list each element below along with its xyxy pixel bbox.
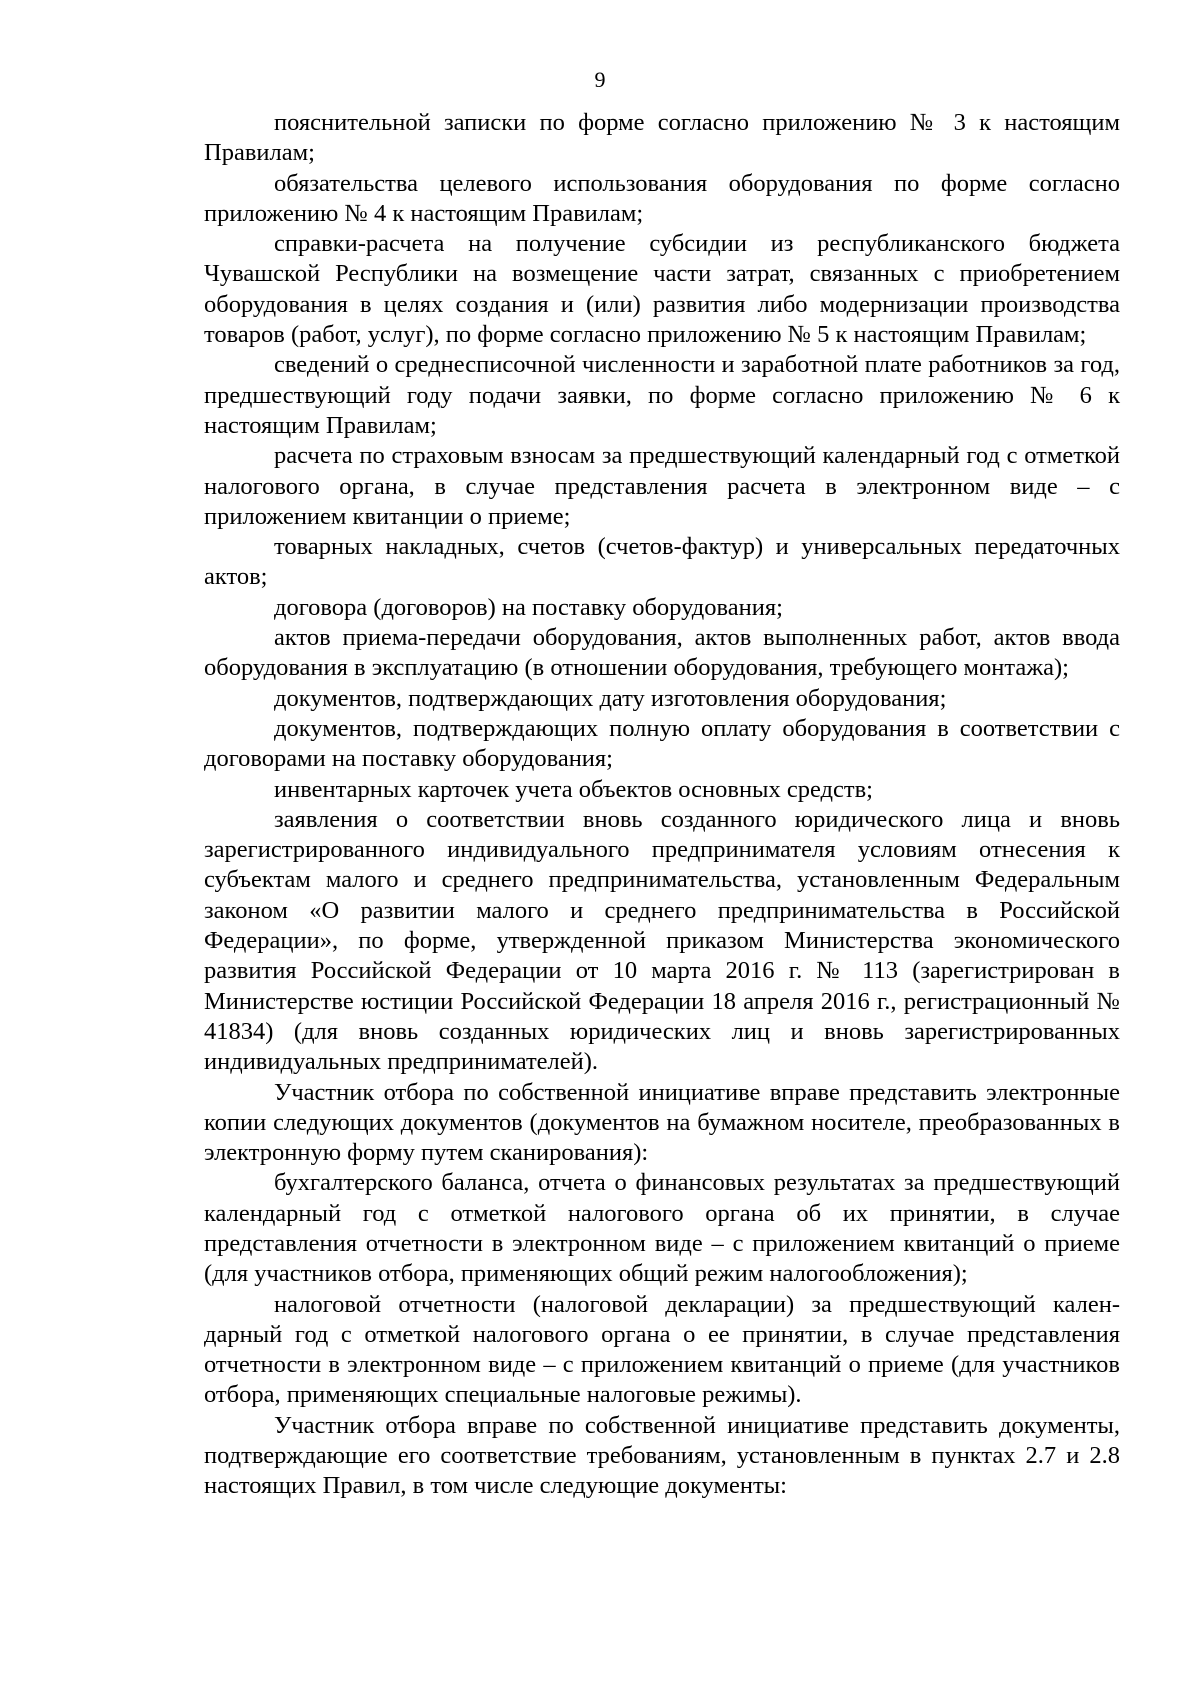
paragraph: справки-расчета на получение субсидии из республиканского бюджета Чувашской Республики на возмещение части затрат, связанных с приобретением оборудования в целях создания и (или) развития либо модернизации производства товаров (работ, услуг), по форме согласно приложению № 5 к настоящим Правилам; [204, 230, 1120, 349]
paragraph: расчета по страховым взносам за предшествующий календарный год с отметкой налогового органа, в случае представления расчета в электронном виде – с приложением квитанции о приеме; [204, 442, 1120, 530]
paragraph: актов приема-передачи оборудования, актов выполненных работ, актов ввода оборудования в эксплуатацию (в отношении оборудования, требующего монтажа); [204, 624, 1120, 682]
paragraph: инвентарных карточек учета объектов основных средств; [274, 775, 873, 803]
paragraph: товарных накладных, счетов (счетов-фактур) и универсальных передаточных актов; [204, 533, 1120, 591]
paragraph: заявления о соответствии вновь созданного юридического лица и вновь зарегистрированного индивидуального предпринимателя условиям отнесения к субъектам малого и среднего предпринимательства, установленным Федеральным законом «О развитии малого и среднего предпринимательства в Российской Федерации», по форме, утвержденной приказом Министерства экономического развития Российской Федерации от 10 марта 2016 г. № 113 (зарегистрирован в Министерстве юстиции Российской Федерации 18 апреля 2016 г., регистрационный № 41834) (для вновь созданных юридических лиц и вновь зарегистрированных индивидуальных предпринимателей). [204, 805, 1120, 1076]
paragraph: обязательства целевого использования оборудования по форме согласно приложению № 4 к настоящим Правилам; [204, 169, 1120, 227]
paragraph: документов, подтверждающих полную оплату оборудования в соответствии с договорами на поставку оборудования; [204, 714, 1120, 773]
paragraph: документов, подтверждающих дату изготовления оборудования; [274, 684, 947, 712]
paragraph: договора (договоров) на поставку оборудования; [274, 593, 783, 621]
page-number: 9 [594, 67, 606, 92]
paragraph: пояснительной записки по форме согласно приложению № 3 к настоящим Правилам; [204, 109, 1120, 167]
paragraph: Участник отбора по собственной инициативе вправе представить электронные копии следующих документов (документов на бумажном носителе, преобразованных в электронную форму путем сканирования): [204, 1078, 1120, 1167]
paragraph: налоговой отчетности (налоговой декларации) за предшествующий календарный год с отметкой налогового органа о ее принятии, в случае представления отчетности в электронном виде – с приложением квитанций о приеме (для участников отбора, применяющих специальные налоговые режимы). [204, 1290, 1120, 1409]
document-body [204, 108, 1120, 1502]
paragraph: Участник отбора вправе по собственной инициативе представить документы, подтверждающие его соответствие требованиям, установленным в пунктах 2.7 и 2.8 настоящих Правил, в том числе следующие документы: [204, 1411, 1120, 1500]
paragraph: бухгалтерского баланса, отчета о финансовых результатах за предшествующий календарный год с отметкой налогового органа об их принятии, в случае представления отчетности в электронном виде – с приложением квитанций о приеме (для участников отбора, применяющих общий режим налогообложения); [204, 1169, 1120, 1288]
paragraph: сведений о среднесписочной численности и заработной плате работников за год, предшествующий году подачи заявки, по форме согласно приложению № 6 к настоящим Правилам; [204, 351, 1120, 439]
